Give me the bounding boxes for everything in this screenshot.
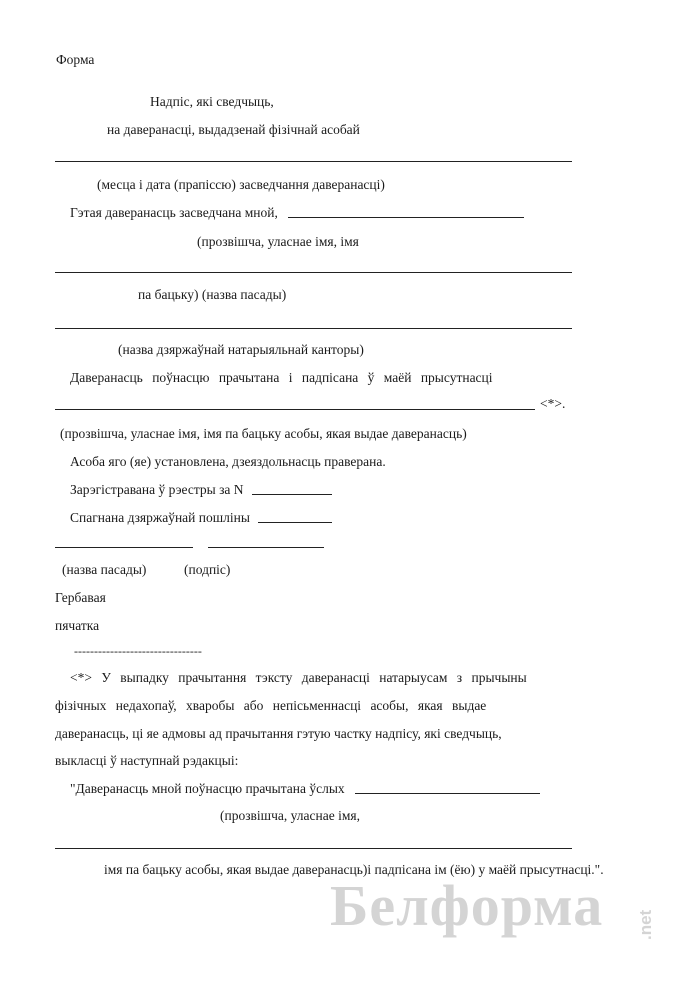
grantor-line [55,409,535,410]
footnote-line-4: выкласці ў наступнай рэдакцыі: [55,753,239,768]
certified-by-text: Гэтая даверанасць засведчана мной, [70,205,278,220]
state-fee-line [258,522,332,523]
notary-office-line [55,328,572,329]
footnote-line-3: даверанасць, ці яе адмовы ад прачытання гэтую частку надпісу, які сведчыць, [55,726,502,741]
footnote-ref: <*>. [540,396,566,411]
notary-office-caption: (назва дзяржаўнай натарыяльнай канторы) [118,342,364,357]
title-line-1: Надпіс, які сведчыць, [150,94,274,109]
footnote-name-line-2 [55,848,572,849]
footnote-name-line [355,793,540,794]
notary-name-line [288,217,524,218]
identity-verified-text: Асоба яго (яе) установлена, дзеяздольнасць праверана. [70,454,386,469]
notary-name-line-2 [55,272,572,273]
read-signed-text: Даверанасць поўнасцю прачытана і падпісана ў маёй прысутнасці [70,370,493,385]
state-fee-text: Спагнана дзяржаўнай пошліны [70,510,250,525]
footnote-name-caption: (прозвішча, уласнае імя, [220,808,360,823]
name-caption-b: па бацьку) (назва пасады) [138,287,287,302]
footnote-separator: -------------------------------- [74,644,202,658]
register-number-line [252,494,332,495]
title-line-2: на даверанасці, выдадзенай фізічнай асобай [107,122,360,137]
seal-line-1: Гербавая [55,590,106,605]
footnote-line-2: фізічных недахопаў, хваробы або непісьменнасці асобы, якая выдае [55,698,487,713]
form-label: Форма [56,52,95,67]
footnote-line-1: <*> У выпадку прачытання тэксту даверанасці натарыусам з прычыны [70,670,527,685]
place-date-caption: (месца і дата (прапіссю) засведчання даверанасці) [97,177,385,192]
seal-line-2: пячатка [55,618,100,633]
position-caption: (назва пасады) [62,562,147,577]
place-date-line [55,161,572,162]
footnote-closing: імя па бацьку асобы, якая выдае даверанасць)і падпісана ім (ёю) у маёй прысутнасці.". [104,862,604,877]
name-caption-a: (прозвішча, уласнае імя, імя [197,234,359,249]
watermark-logo: Белформа [330,873,604,938]
signature-caption: (подпіс) [184,562,231,577]
watermark-suffix: .net [636,909,655,940]
signature-line [208,547,324,548]
grantor-caption: (прозвішча, уласнае імя, імя па бацьку асобы, якая выдае даверанасць) [60,426,467,441]
position-line [55,547,193,548]
footnote-quote-start: "Даверанасць мной поўнасцю прачытана ўслых [70,781,345,796]
registered-text: Зарэгістравана ў рэестры за N [70,482,244,497]
